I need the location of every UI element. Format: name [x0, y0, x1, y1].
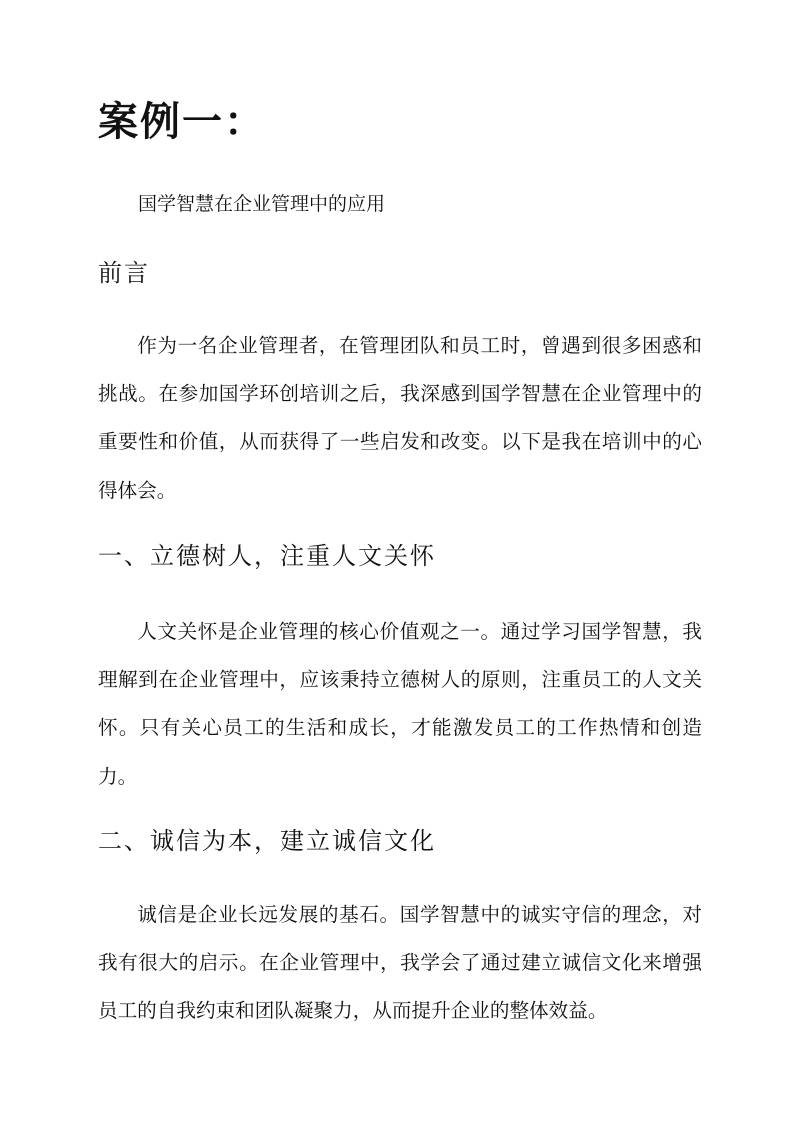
- section-paragraph-preface: 作为一名企业管理者，在管理团队和员工时，曾遇到很多困惑和挑战。在参加国学环创培训之后，我深感到国学智慧在企业管理中的重要性和价值，从而获得了一些启发和改变。以下是我在培训中的心得体会。: [98, 334, 702, 502]
- section-paragraph-one: 人文关怀是企业管理的核心价值观之一。通过学习国学智慧，我理解到在企业管理中，应该秉持立德树人的原则，注重员工的人文关怀。只有关心员工的生活和成长，才能激发员工的工作热情和创造力。: [98, 620, 702, 788]
- section-heading-one: 一、立德树人，注重人文关怀: [98, 542, 436, 570]
- document-subtitle: 国学智慧在企业管理中的应用: [138, 193, 386, 215]
- case-title: 案例一：: [98, 98, 266, 145]
- section-paragraph-two: 诚信是企业长远发展的基石。国学智慧中的诚实守信的理念，对我有很大的启示。在企业管理中，我学会了通过建立诚信文化来增强员工的自我约束和团队凝聚力，从而提升企业的整体效益。: [98, 903, 702, 1023]
- section-heading-preface: 前言: [98, 259, 150, 287]
- section-heading-two: 二、诚信为本，建立诚信文化: [98, 827, 436, 855]
